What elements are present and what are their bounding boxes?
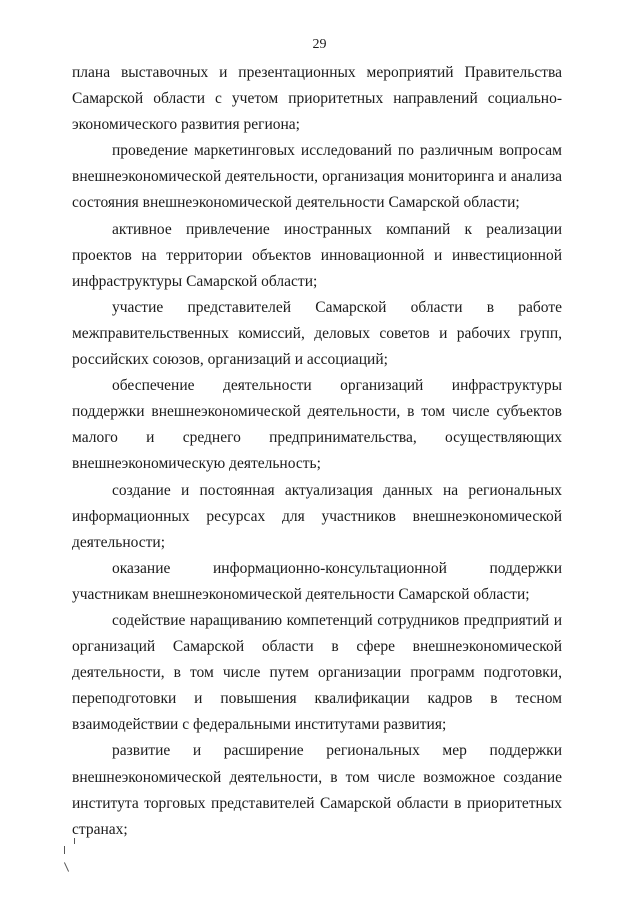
paragraph-continuation: плана выставочных и презентационных мероприятий Правительства Самарской области с учетом приоритетных направлений социально-экономического развития региона; bbox=[72, 64, 562, 134]
paragraph: оказание информационно-консультационной поддержки участникам внешнеэкономической деятельности Самарской области; bbox=[72, 559, 562, 603]
paragraph: развитие и расширение региональных мер поддержки внешнеэкономической деятельности, в том числе возможное создание института торговых представителей Самарской области в приоритетных странах; bbox=[72, 742, 562, 838]
paragraph: обеспечение деятельности организаций инфраструктуры поддержки внешнеэкономической деятельности, в том числе субъектов малого и среднего предпринимательства, осуществляющих внешнеэкономическую деятельность; bbox=[72, 377, 562, 473]
scan-artifact bbox=[64, 862, 69, 871]
paragraph: участие представителей Самарской области в работе межправительственных комиссий, деловых советов и рабочих групп, российских союзов, организаций и ассоциаций; bbox=[72, 298, 562, 369]
paragraph: содействие наращиванию компетенций сотрудников предприятий и организаций Самарской области в сфере внешнеэкономической деятельности, в том числе путем организации программ подготовки, переподготовки и повышения квалификации кадров в тесном взаимодействии с федеральными институтами развития; bbox=[72, 611, 562, 734]
paragraph: активное привлечение иностранных компаний к реализации проектов на территории объектов инновационной и инвестиционной инфраструктуры Самарской области; bbox=[72, 220, 562, 290]
body-text bbox=[72, 60, 562, 843]
paragraph: проведение маркетинговых исследований по различным вопросам внешнеэкономической деятельности, организация мониторинга и анализа состояния внешнеэкономической деятельности Самарской области; bbox=[72, 142, 562, 212]
scan-artifact bbox=[64, 846, 65, 854]
scan-artifact bbox=[74, 838, 75, 844]
page-number: 29 bbox=[312, 37, 327, 52]
paragraph: создание и постоянная актуализация данных на региональных информационных ресурсах для участников внешнеэкономической деятельности; bbox=[72, 481, 562, 551]
